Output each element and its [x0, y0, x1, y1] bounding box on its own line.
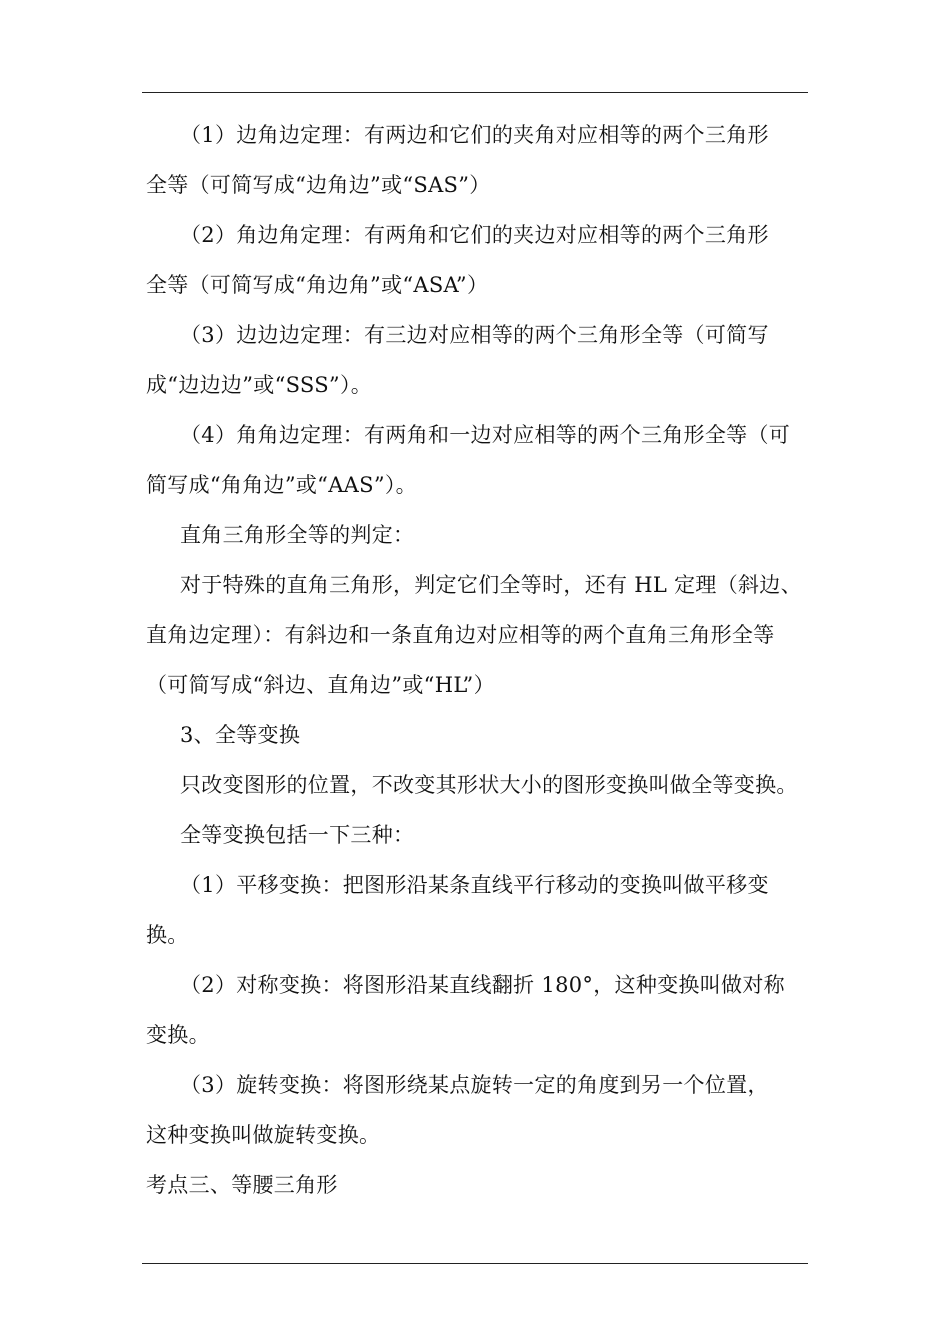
sss-theorem-line-1: （3）边边边定理：有三边对应相等的两个三角形全等（可简写 [180, 323, 769, 347]
footer-rule [142, 1263, 808, 1264]
hl-theorem-line-1: 对于特殊的直角三角形，判定它们全等时，还有 HL 定理（斜边、 [180, 573, 802, 597]
reflection-line-2: 变换。 [146, 1023, 210, 1047]
section-congruent-transform-heading: 3、全等变换 [180, 723, 301, 747]
rotation-line-1: （3）旋转变换：将图形绕某点旋转一定的角度到另一个位置， [180, 1073, 769, 1097]
congruent-transform-definition: 只改变图形的位置，不改变其形状大小的图形变换叫做全等变换。 [180, 773, 798, 797]
sss-theorem-line-2: 成“边边边”或“SSS”）。 [146, 373, 373, 397]
sas-theorem-line-1: （1）边角边定理：有两边和它们的夹角对应相等的两个三角形 [180, 123, 769, 147]
hl-theorem-line-2: 直角边定理）：有斜边和一条直角边对应相等的两个直角三角形全等 [146, 623, 775, 647]
asa-theorem-line-1: （2）角边角定理：有两角和它们的夹边对应相等的两个三角形 [180, 223, 769, 247]
aas-theorem-line-2: 简写成“角角边”或“AAS”）。 [146, 473, 417, 497]
asa-theorem-line-2: 全等（可简写成“角边角”或“ASA”） [146, 273, 489, 297]
aas-theorem-line-1: （4）角角边定理：有两角和一边对应相等的两个三角形全等（可 [180, 423, 791, 447]
header-rule [142, 92, 808, 93]
sas-theorem-line-2: 全等（可简写成“边角边”或“SAS”） [146, 173, 491, 197]
section-isosceles-heading: 考点三、等腰三角形 [146, 1173, 338, 1197]
right-triangle-heading: 直角三角形全等的判定： [180, 523, 415, 547]
translation-line-1: （1）平移变换：把图形沿某条直线平行移动的变换叫做平移变 [180, 873, 769, 897]
transform-types-intro: 全等变换包括一下三种： [180, 823, 415, 847]
rotation-line-2: 这种变换叫做旋转变换。 [146, 1123, 381, 1147]
reflection-line-1: （2）对称变换：将图形沿某直线翻折 180°，这种变换叫做对称 [180, 973, 785, 997]
hl-theorem-line-3: （可简写成“斜边、直角边”或“HL”） [146, 673, 495, 697]
translation-line-2: 换。 [146, 923, 189, 947]
